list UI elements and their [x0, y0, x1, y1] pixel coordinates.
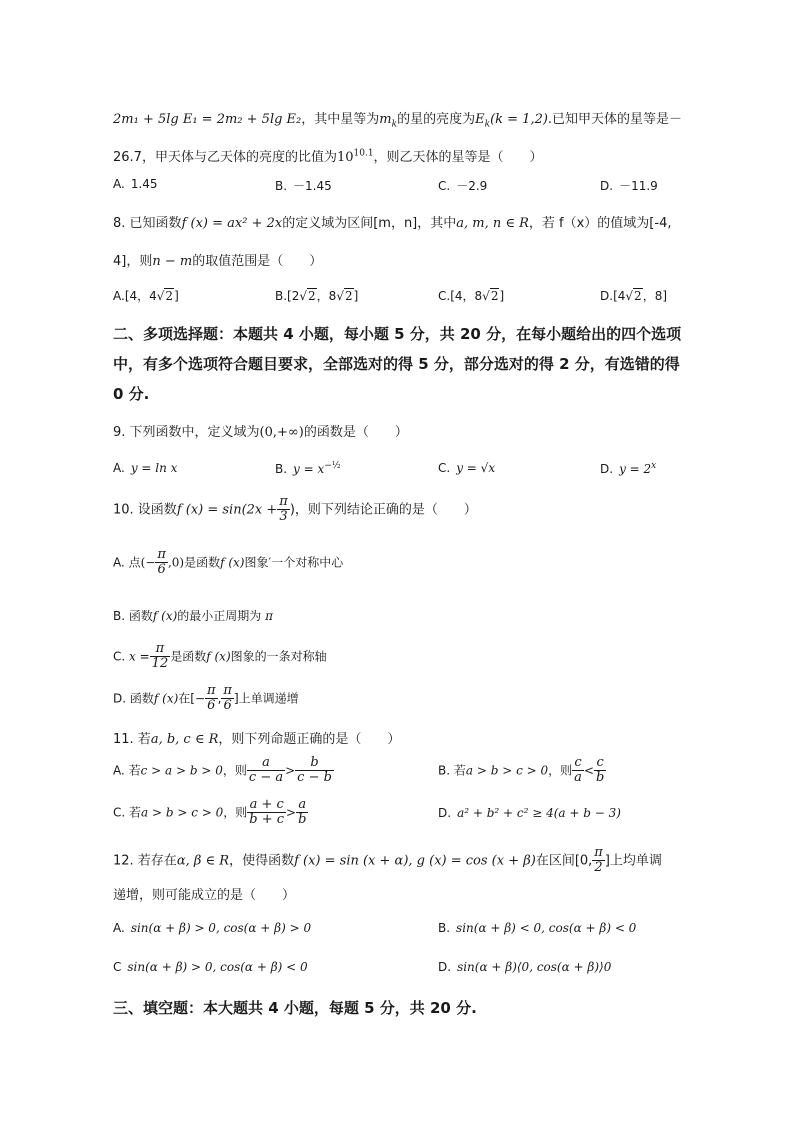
option-relation: <: [583, 763, 594, 778]
q12-text: 在区间[0,: [535, 853, 593, 869]
option-text: 的最小正周期为: [177, 609, 262, 623]
option-label: A.: [113, 177, 125, 191]
q11-option-b[interactable]: [438, 756, 606, 786]
section2-heading-line3: 0 分.: [113, 385, 150, 403]
frac-numerator: π: [594, 845, 603, 860]
q8-option-b[interactable]: [275, 287, 358, 304]
option-value: sin(α + β) > 0, cos(α + β) < 0: [127, 960, 308, 974]
frac-numerator: π: [157, 547, 166, 562]
fraction: [205, 684, 218, 714]
sqrt-symbol: √2: [299, 289, 316, 303]
option-label: D.: [600, 289, 614, 303]
option-label: A.: [113, 289, 125, 303]
option-text: ，则: [548, 763, 573, 778]
q7-sub-k: k: [484, 119, 491, 130]
q10-stem: [113, 495, 477, 525]
option-text: 在[−: [178, 691, 206, 706]
frac-denominator: 6: [207, 698, 216, 714]
frac-denominator: b: [595, 770, 605, 786]
q10-function: f (x) = sin(2x +: [176, 502, 278, 518]
option-text: ,: [217, 691, 222, 706]
option-text: ，8: [316, 289, 337, 303]
option-condition: a > b > c > 0: [141, 805, 224, 820]
option-text: ，则: [223, 805, 248, 820]
q12-option-b[interactable]: [438, 921, 636, 935]
option-value: －11.9: [619, 179, 658, 193]
frac-denominator: a: [574, 770, 582, 786]
option-value: y = 2: [619, 462, 652, 476]
option-relation: >: [285, 763, 296, 778]
option-text: [4，8: [450, 289, 483, 303]
q12-text: 12. 若存在: [113, 853, 177, 869]
option-text: ]: [174, 289, 179, 303]
option-label: A.: [113, 921, 125, 935]
q8-expr: n − m: [152, 254, 193, 269]
option-value: y = √x: [456, 461, 496, 475]
option-text: [2: [287, 289, 300, 303]
option-label: D.: [438, 960, 452, 974]
q7-option-a[interactable]: [113, 177, 158, 191]
q10-text: 10. 设函数: [113, 502, 177, 518]
q8-number: 8.: [113, 216, 126, 231]
frac-numerator: π: [150, 642, 171, 657]
q7-var-e: E: [475, 112, 485, 127]
option-label: B. 函数: [113, 609, 153, 623]
q11-option-a[interactable]: [113, 756, 334, 786]
option-label: D.: [600, 179, 614, 193]
fraction: [277, 495, 290, 525]
option-pi: π: [265, 609, 273, 623]
frac-numerator: a: [247, 756, 285, 771]
q10-text: )，则下列结论正确的是（ ）: [289, 502, 477, 518]
frac-numerator: b: [295, 756, 334, 771]
q11-text: ，则下列命题正确的是（ ）: [218, 732, 401, 747]
option-relation: >: [286, 805, 297, 820]
option-label: D.: [600, 462, 614, 476]
option-value: 1.45: [130, 177, 158, 191]
q8-text: 已知函数: [129, 216, 182, 231]
q7-text: 26.7，甲天体与乙天体的亮度的比值为: [113, 150, 337, 165]
option-function: f (x): [206, 649, 231, 664]
q7-ratio-exp: 10.1: [353, 148, 374, 159]
q11-condition: a, b, c ∈ R: [150, 732, 219, 747]
q10-option-d[interactable]: [113, 684, 299, 714]
q12-line-1: [113, 846, 662, 876]
q7-option-c[interactable]: [438, 177, 487, 194]
q8-function: f (x) = ax² + 2x: [181, 216, 283, 231]
frac-denominator: 12: [151, 656, 169, 672]
q9-text: 9. 下列函数中，定义域为: [113, 425, 260, 440]
fraction: [247, 756, 285, 786]
option-value: －1.45: [293, 179, 332, 193]
frac-numerator: π: [207, 683, 216, 698]
q9-option-d[interactable]: [600, 461, 656, 476]
q12-text: ，使得函数: [229, 853, 295, 869]
q7-option-b[interactable]: [275, 177, 332, 194]
option-text: ]: [499, 289, 505, 303]
option-function: f (x): [153, 691, 179, 706]
option-text: 是函数: [170, 649, 207, 664]
frac-denominator: c − a: [248, 770, 284, 786]
option-function: f (x): [220, 555, 245, 570]
q8-option-c[interactable]: [438, 287, 504, 304]
fraction: [247, 798, 286, 828]
sqrt-symbol: √2: [482, 289, 499, 303]
q9-stem: [113, 421, 408, 440]
option-text: ]上单调递增: [233, 691, 299, 706]
sqrt-symbol: √2: [336, 289, 353, 303]
q8-text: 的取值范围是（ ）: [192, 254, 323, 269]
option-text: 图象的一条对称轴: [230, 649, 327, 664]
frac-numerator: c: [572, 756, 584, 771]
q7-line-2: [113, 146, 543, 165]
q7-sub-k: k: [391, 119, 398, 130]
q10-option-c[interactable]: [113, 642, 327, 672]
q7-line-1: [113, 108, 682, 130]
option-label: D.: [438, 806, 452, 820]
q9-option-b[interactable]: [275, 461, 341, 476]
option-label: A. 点: [113, 555, 141, 570]
q7-text: 的星的亮度为: [397, 112, 476, 127]
q7-formula: 2m₁ + 5lg E₁ = 2m₂ + 5lg E₂: [113, 112, 302, 127]
option-label: B. 若: [438, 763, 466, 778]
q8-condition: a, m, n ∈ R: [456, 216, 529, 231]
option-text: 是函数: [184, 555, 221, 570]
frac-numerator: a: [296, 798, 308, 813]
fraction: [295, 756, 334, 786]
section2-heading-line2: 中，有多个选项符合题目要求，全部选对的得 5 分，部分选对的得 2 分，有选错的得: [113, 355, 680, 373]
radicand: 2: [308, 289, 316, 303]
q9-text: 的函数是（ ）: [303, 425, 408, 440]
frac-numerator: a + c: [247, 798, 286, 813]
option-text: [4: [613, 289, 626, 303]
q7-option-d[interactable]: [600, 177, 658, 194]
option-text: ,0): [167, 555, 185, 570]
option-text: 图象′一个对称中心: [244, 555, 344, 570]
option-text: ，则: [222, 763, 247, 778]
q12-option-a[interactable]: [113, 921, 311, 935]
option-condition: c > a > b > 0: [140, 763, 223, 778]
frac-denominator: b: [298, 812, 307, 828]
q9-domain: (0,+∞): [259, 425, 304, 440]
q10-option-a[interactable]: [113, 548, 343, 578]
option-label: A. 若: [113, 763, 141, 778]
q7-text: ，其中星等为: [301, 112, 380, 127]
option-label: A.: [113, 461, 125, 475]
option-label: C.: [438, 461, 451, 475]
radicand: 2: [490, 289, 499, 303]
q11-option-d[interactable]: [438, 806, 621, 820]
fraction: [150, 642, 171, 672]
frac-denominator: 6: [223, 698, 232, 714]
section3-heading: 三、填空题：本大题共 4 小题，每题 5 分，共 20 分.: [113, 999, 477, 1017]
q12-functions: f (x) = sin (x + α), g (x) = cos (x + β): [294, 853, 536, 869]
frac-denominator: c − b: [297, 770, 332, 786]
frac-numerator: π: [223, 683, 232, 698]
q12-line-2: 递增，则可能成立的是（ ）: [113, 888, 296, 903]
q12-text: ]上均单调: [604, 853, 662, 869]
option-condition: a > b > c > 0: [465, 763, 549, 778]
q12-option-c[interactable]: [113, 960, 308, 974]
fraction: [221, 684, 234, 714]
option-exponent: x: [651, 461, 657, 471]
option-expression: a² + b² + c² ≥ 4(a + b − 3): [457, 806, 621, 820]
option-value: y = ln x: [130, 461, 178, 475]
frac-denominator: 6: [157, 562, 166, 578]
option-label: B.: [275, 289, 288, 303]
option-label: C.: [113, 649, 126, 664]
option-var: x =: [129, 649, 150, 664]
q8-line-1: [113, 212, 671, 231]
fraction: [155, 548, 168, 578]
option-label: C: [113, 960, 122, 974]
fraction: [592, 846, 605, 876]
q7-text: .已知甲天体的星等是－: [547, 112, 683, 127]
radicand: 2: [634, 289, 642, 303]
option-value: sin(α + β)⟨0, cos(α + β)⟩0: [457, 960, 612, 974]
q7-var-m: m: [379, 112, 392, 127]
section2-heading-line1: 二、多项选择题：本题共 4 小题，每小题 5 分，共 20 分，在每小题给出的四个选项: [113, 325, 682, 343]
option-label: C.: [438, 289, 451, 303]
fraction: [296, 798, 308, 828]
option-text: [4，4: [124, 289, 157, 303]
option-value: －2.9: [456, 179, 488, 193]
sqrt-symbol: √2: [625, 289, 642, 303]
q12-condition: α, β ∈ R: [176, 853, 230, 869]
option-exponent: −½: [324, 461, 341, 471]
q7-text: ，则乙天体的星等是（ ）: [373, 150, 543, 165]
frac-denominator: 2: [594, 860, 603, 876]
q11-option-c[interactable]: [113, 798, 308, 828]
option-text: ]: [353, 289, 359, 303]
option-label: D. 函数: [113, 691, 154, 706]
option-value: y = x: [293, 462, 325, 476]
q8-option-d[interactable]: [600, 287, 667, 304]
q11-stem: [113, 728, 400, 747]
option-label: C. 若: [113, 805, 142, 820]
q9-option-c[interactable]: [438, 461, 495, 475]
q10-option-b[interactable]: [113, 607, 273, 624]
q8-option-a[interactable]: [113, 287, 179, 304]
q11-text: 11. 若: [113, 732, 151, 747]
frac-denominator: b + c: [249, 812, 285, 828]
option-label: B.: [438, 921, 451, 935]
q8-line-2: [113, 250, 322, 269]
option-value: sin(α + β) < 0, cos(α + β) < 0: [456, 921, 637, 935]
q9-option-a[interactable]: [113, 461, 177, 475]
frac-denominator: 3: [279, 509, 288, 525]
q8-text: ，若 f（x）的值域为[-4,: [528, 216, 672, 231]
q8-text: 的定义域为区间[m，n]，其中: [282, 216, 457, 231]
frac-numerator: π: [279, 494, 288, 509]
sqrt-symbol: √2: [156, 289, 174, 303]
radicand: 2: [344, 289, 353, 303]
option-text: (−: [140, 555, 156, 570]
q7-ratio: 10: [336, 150, 354, 165]
option-text: ，8]: [642, 289, 668, 303]
option-value: sin(α + β) > 0, cos(α + β) > 0: [130, 921, 312, 935]
q7-k-range: (k = 1,2): [490, 112, 548, 127]
q8-text: 4]，则: [113, 254, 153, 269]
option-function: f (x): [152, 609, 178, 623]
option-label: B.: [275, 179, 288, 193]
fraction: [594, 756, 606, 786]
option-label: B.: [275, 462, 288, 476]
q12-option-d[interactable]: [438, 960, 611, 974]
fraction: [572, 756, 584, 786]
radicand: 2: [165, 289, 174, 303]
frac-numerator: c: [594, 756, 606, 771]
option-label: C.: [438, 179, 451, 193]
